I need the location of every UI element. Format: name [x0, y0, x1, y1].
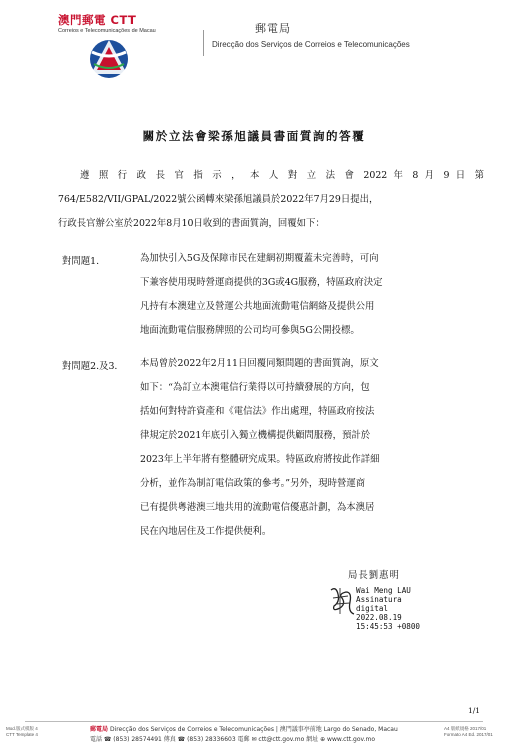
- answer-line: 本局曾於2022年2月11日回覆同類問題的書面質詢，原文: [140, 358, 379, 369]
- footer-divider: [25, 721, 483, 722]
- footer-format-code: A4 版紙規格 2017/01: [444, 726, 487, 731]
- intro-line: 行政長官辦公室於2022年8月10日收到的書面質詢，回覆如下：: [58, 218, 325, 229]
- footer-address-text: Direcção dos Serviços de Correios e Telecomunicações | 澳門議事亭前地 Largo do Senado, Macau: [109, 726, 398, 733]
- agency-name-pt: Direcção dos Serviços de Correios e Telecomunicações: [212, 40, 410, 49]
- footer-format-code: Formato A4 Ed. 2017/01: [444, 732, 493, 737]
- answer-line: 2023年上半年將有整體研究成果。特區政府將按此作詳細: [140, 454, 380, 465]
- signature-name: Wai Meng LAU: [356, 586, 411, 595]
- agency-name-zh: 郵電局: [255, 22, 291, 35]
- answer-line: 括如何對特許資產和《電信法》作出處理，特區政府按法: [140, 406, 375, 417]
- answer-line: 分析，並作為制訂電信政策的參考。”另外，現時營運商: [140, 478, 366, 489]
- signature-text: digital: [356, 604, 389, 613]
- answer-label: 對問題1.: [62, 256, 100, 267]
- footer-template-code: CTT Template 4: [6, 732, 38, 737]
- signature-text: Assinatura: [356, 595, 402, 604]
- answer-line: 地面流動電信服務牌照的公司均可參與5G公開投標。: [140, 325, 360, 336]
- answer-line: 為加快引入5G及保障市民在建網初期覆蓋未完善時，可向: [140, 253, 379, 264]
- signatory-title: 局長劉惠明: [348, 570, 400, 581]
- answer-line: 下兼容使用現時營運商提供的3G或4G服務，特區政府決定: [140, 277, 383, 288]
- page-number: 1/1: [468, 706, 481, 715]
- intro-line: 764/E582/VII/GPAL/2022號公函轉來梁孫旭議員於2022年7月29日提出，: [58, 194, 379, 205]
- footer-template-code: Mod.版式模版 4: [6, 726, 38, 731]
- ctt-emblem-icon: [86, 38, 132, 84]
- intro-line: 遵 照 行 政 長 官 指 示 ， 本 人 對 立 法 會 2022 年 8 月 9 日 第: [80, 170, 484, 181]
- ctt-logo-name-zh: 澳門郵電 CTT: [58, 13, 137, 27]
- footer-address: [90, 724, 398, 733]
- answer-line: 已有提供粵港澳三地共用的流動電信優惠計劃，為本澳居: [140, 502, 375, 513]
- handwritten-signature-icon: [328, 584, 356, 622]
- answer-line: 如下：“為訂立本澳電信行業得以可持續發展的方向，包: [140, 382, 370, 393]
- footer-contact: 電話 ☎ (853) 28574491 傳真 ☎ (853) 28336603 電郵 ✉ ctt@ctt.gov.mo 網址 ⊕ www.ctt.gov.mo: [90, 736, 376, 743]
- footer-agency-name: 郵電局: [90, 726, 109, 733]
- header-divider: [203, 30, 204, 56]
- answer-label: 對問題2.及3.: [62, 361, 118, 372]
- answer-line: 民在內地居住及工作提供便利。: [140, 526, 272, 537]
- signature-date: 2022.08.19: [356, 613, 402, 622]
- answer-line: 凡持有本澳建立及營運公共地面流動電信網絡及提供公用: [140, 301, 375, 312]
- document-title: 關於立法會梁孫旭議員書面質詢的答覆: [142, 129, 366, 143]
- ctt-logo-name-en: Correios e Telecomunicações de Macau: [58, 28, 156, 34]
- answer-line: 律規定於2021年底引入獨立機構提供顧問服務，預計於: [140, 430, 371, 441]
- signature-time: 15:45:53 +0800: [356, 622, 421, 631]
